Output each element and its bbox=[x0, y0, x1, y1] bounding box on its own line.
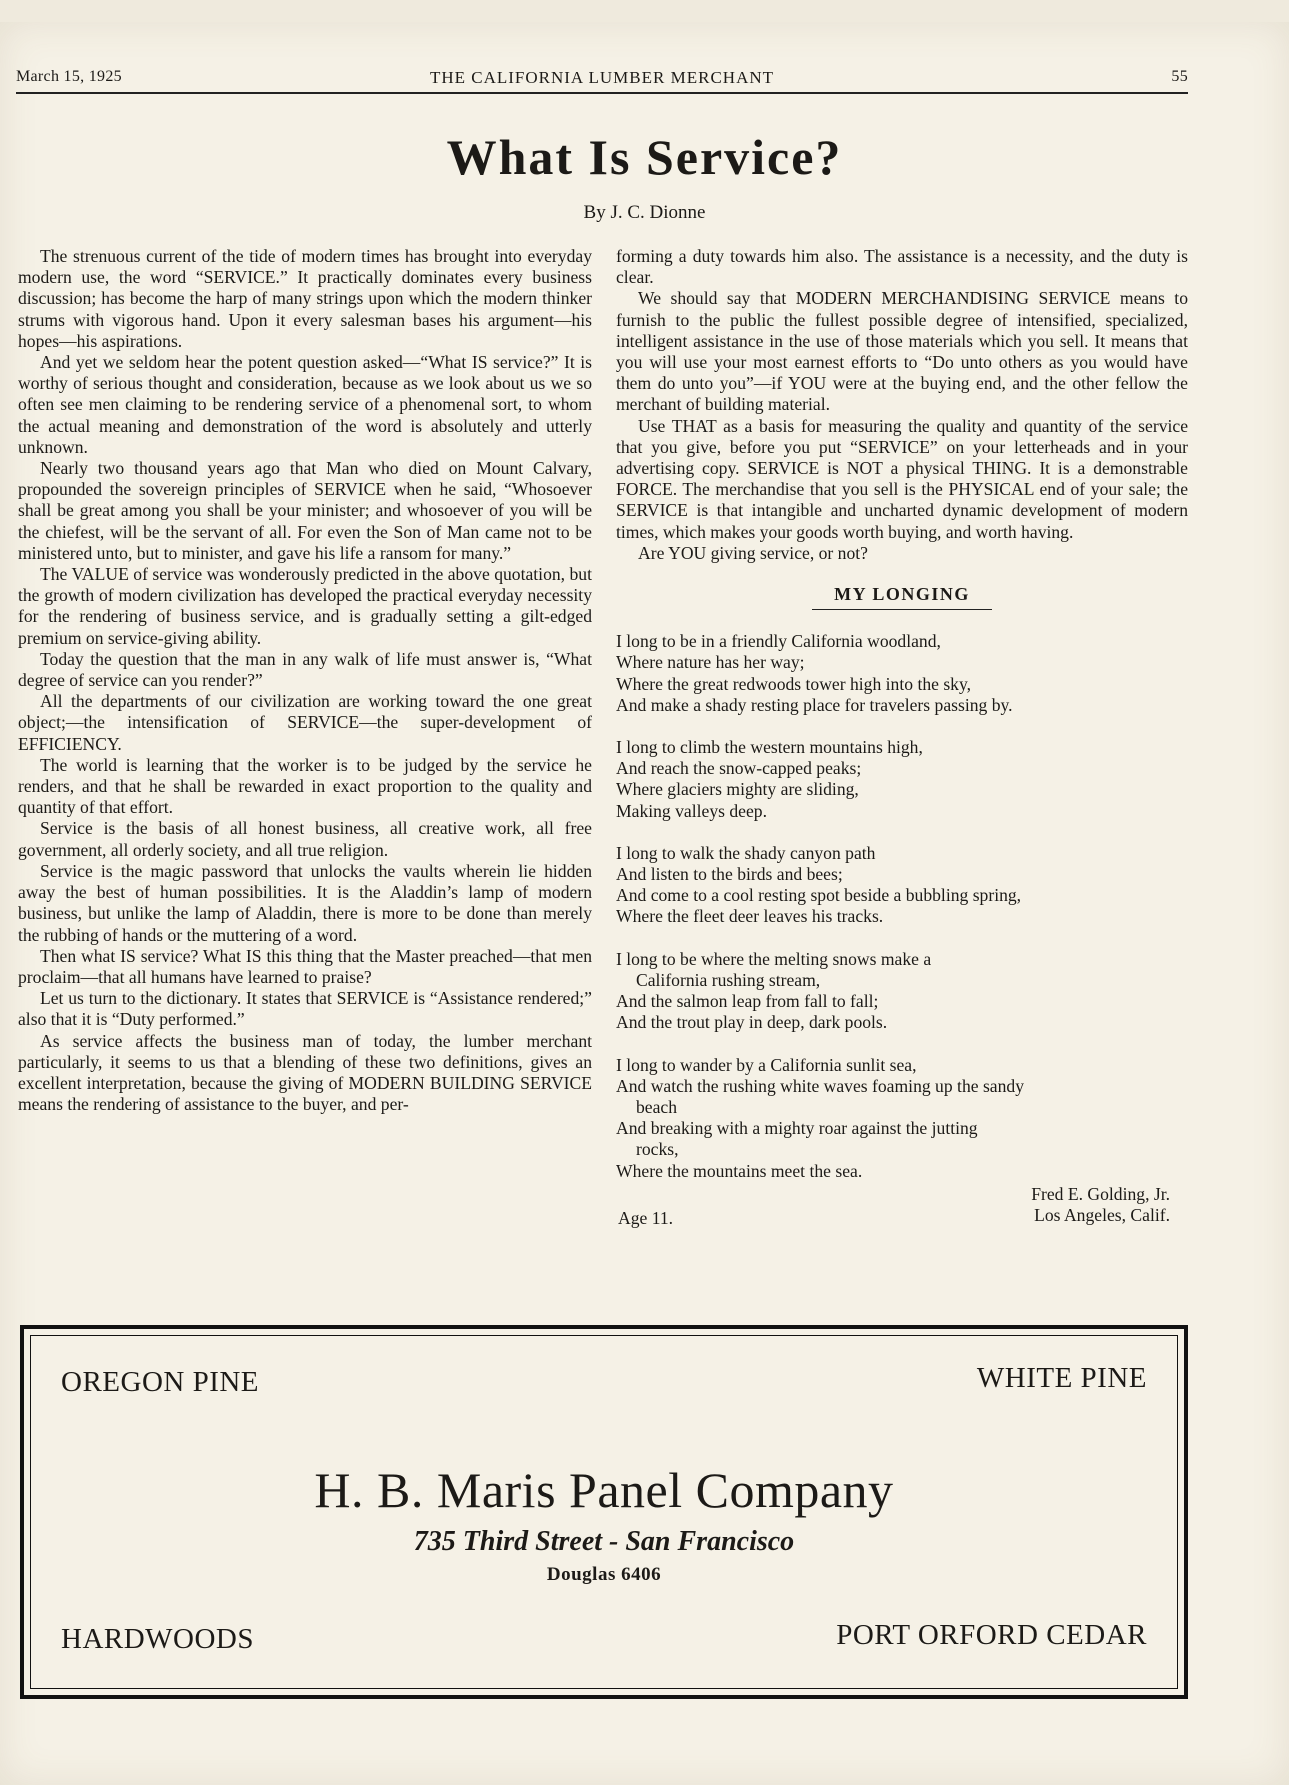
advertisement-inner-border bbox=[30, 1335, 1178, 1689]
ad-company-name: H. B. Maris Panel Company bbox=[314, 1462, 894, 1518]
paragraph: Are YOU giving service, or not? bbox=[638, 542, 868, 563]
paragraph: Service is the magic password that unlocks the vaults wherein lie hidden away the best of human possibilities. It is the Aladdin’s lamp of modern business, but unlike the lamp of Aladdin, there is more to be done than merely the rubbing of hands or the muttering of a word. bbox=[18, 860, 592, 945]
poem-line: Where the fleet deer leaves his tracks. bbox=[616, 906, 884, 927]
poem-line: And reach the snow-capped peaks; bbox=[616, 758, 862, 779]
poem-author: Fred E. Golding, Jr. bbox=[1031, 1183, 1170, 1204]
article-title: What Is Service? bbox=[446, 129, 843, 185]
paragraph: The world is learning that the worker is to be judged by the service he renders, and that he shall be rewarded in exact proportion to the quality and quantity of that effort. bbox=[18, 754, 592, 818]
issue-date: March 15, 1925 bbox=[16, 68, 122, 85]
ad-product-top-left: OREGON PINE bbox=[61, 1366, 260, 1398]
poem-line: Where the mountains meet the sea. bbox=[616, 1160, 863, 1181]
article-byline: By J. C. Dionne bbox=[583, 202, 706, 223]
ad-product-bottom-left: HARDWOODS bbox=[61, 1623, 254, 1655]
poem-line: Where glaciers mighty are sliding, bbox=[616, 779, 859, 800]
paragraph-continuation: forming a duty towards him also. The assistance is a necessity, and the duty is clear. bbox=[616, 246, 1188, 288]
poem-line: And listen to the birds and bees; bbox=[616, 864, 843, 885]
poem-signature bbox=[616, 1184, 1188, 1226]
paragraph: And yet we seldom hear the potent question asked—“What IS service?” It is worthy of serious thought and consideration, because as we look about us we so often see men claiming to be rendering service of a phenomenal sort, to whom the actual meaning and demonstration of the word is absolutely and utterly unknown. bbox=[18, 352, 592, 457]
poem-author-age: Age 11. bbox=[618, 1207, 674, 1228]
paragraph: As service affects the business man of today, the lumber merchant particularly, it seems to us that a blending of these two definitions, gives an excellent interpretation, because the giving of MODERN BUILDING SERVICE means the rendering of assistance to the buyer, and per- bbox=[18, 1030, 592, 1115]
paragraph: Nearly two thousand years ago that Man who died on Mount Calvary, propounded the sovereign principles of SERVICE when he said, “Whosoever shall be great among you shall be your minister; and whosoever of you will be the chiefest, will be the servant of all. For even the Son of Man came not to be ministered unto, but to minister, and gave his life a ransom for many.” bbox=[18, 458, 592, 563]
ad-product-top-right: WHITE PINE bbox=[976, 1362, 1147, 1394]
poem-stanza bbox=[616, 949, 1188, 1034]
ad-phone: Douglas 6406 bbox=[546, 1564, 662, 1585]
poem-author-location: Los Angeles, Calif. bbox=[1034, 1204, 1170, 1225]
paragraph: The VALUE of service was wonderously predicted in the above quotation, but the growth of modern civilization has developed the practical everyday necessity for the rendering of business service, and is gradually setting a gilt-edged premium on service-giving ability. bbox=[18, 564, 592, 648]
poem-line: beach bbox=[636, 1096, 678, 1117]
paragraph: The strenuous current of the tide of modern times has brought into everyday modern use, the word “SERVICE.” It practically dominates every business discussion; has become the harp of many strings upon which the modern thinker strums with vigorous hand. Upon it every salesman bases his argument—his hopes—his aspirations. bbox=[18, 246, 592, 351]
paragraph: Let us turn to the dictionary. It states that SERVICE is “Assistance rendered;” also that it is “Duty performed.” bbox=[18, 988, 592, 1030]
poem-line: And the trout play in deep, dark pools. bbox=[616, 1012, 888, 1033]
page-header bbox=[16, 62, 1188, 94]
poem-line: I long to be in a friendly California woodland, bbox=[616, 631, 941, 652]
poem-line: I long to be where the melting snows make a bbox=[616, 948, 932, 969]
article-column-left bbox=[18, 246, 592, 1115]
poem-line: Making valleys deep. bbox=[616, 800, 767, 821]
poem-line: I long to wander by a California sunlit sea, bbox=[616, 1054, 917, 1075]
ad-product-bottom-right: PORT ORFORD CEDAR bbox=[836, 1619, 1147, 1651]
poem-stanza bbox=[616, 631, 1188, 716]
poem-stanza bbox=[616, 843, 1188, 928]
poem-line: Where the great redwoods tower high into the sky, bbox=[616, 673, 972, 694]
poem-stanza bbox=[616, 1055, 1188, 1182]
journal-title: THE CALIFORNIA LUMBER MERCHANT bbox=[429, 68, 775, 87]
paragraph: All the departments of our civilization are working toward the one great object;—the intensification of SERVICE—the super-development of EFFICIENCY. bbox=[18, 691, 592, 754]
poem-line: I long to climb the western mountains high, bbox=[616, 737, 923, 758]
paragraph: Then what IS service? What IS this thing that the Master preached—that men proclaim—that all humans have learned to praise? bbox=[18, 945, 592, 987]
poem-line: California rushing stream, bbox=[636, 969, 821, 990]
poem-line: rocks, bbox=[636, 1139, 679, 1160]
poem-line: I long to walk the shady canyon path bbox=[616, 842, 876, 863]
poem-line: And come to a cool resting spot beside a bubbling spring, bbox=[616, 885, 1022, 906]
poem-stanza bbox=[616, 737, 1188, 822]
paragraph: Service is the basis of all honest business, all creative work, all free government, all orderly society, and all true religion. bbox=[18, 818, 592, 860]
poem-line: And watch the rushing white waves foaming up the sandy bbox=[616, 1075, 1024, 1096]
paragraph: Today the question that the man in any walk of life must answer is, “What degree of service can you render?” bbox=[18, 648, 592, 691]
poem-title-rule bbox=[812, 609, 992, 610]
poem-line: And breaking with a mighty roar against the jutting bbox=[616, 1118, 978, 1139]
page-number: 55 bbox=[1171, 68, 1188, 85]
poem-line: And the salmon leap from fall to fall; bbox=[616, 991, 879, 1012]
poem-title: MY LONGING bbox=[834, 584, 970, 605]
poem-line: And make a shady resting place for travelers passing by. bbox=[616, 694, 1013, 715]
poem-line: Where nature has her way; bbox=[616, 652, 805, 673]
advertisement-box bbox=[20, 1325, 1188, 1699]
paragraph: Use THAT as a basis for measuring the quality and quantity of the service that you give, before you put “SERVICE” on your letterheads and in your advertising copy. SERVICE is NOT a physical THING. It is a demonstrable FORCE. The merchandise that you sell is the PHYSICAL end of your sale; the SERVICE is that intangible and uncharted dynamic development of modern times, which makes your goods worth buying, and worth having. bbox=[616, 415, 1188, 542]
article-column-right bbox=[616, 246, 1188, 1226]
ad-address: 735 Third Street - San Francisco bbox=[413, 1526, 795, 1557]
paragraph: We should say that MODERN MERCHANDISING SERVICE means to furnish to the public the fullest possible degree of intensified, specialized, intelligent assistance in the use of those materials which you sell. It means that you will use your most earnest efforts to “Do unto others as you would have them do unto you”—if YOU were at the buying end, and the other fellow the merchant of building material. bbox=[616, 288, 1188, 415]
